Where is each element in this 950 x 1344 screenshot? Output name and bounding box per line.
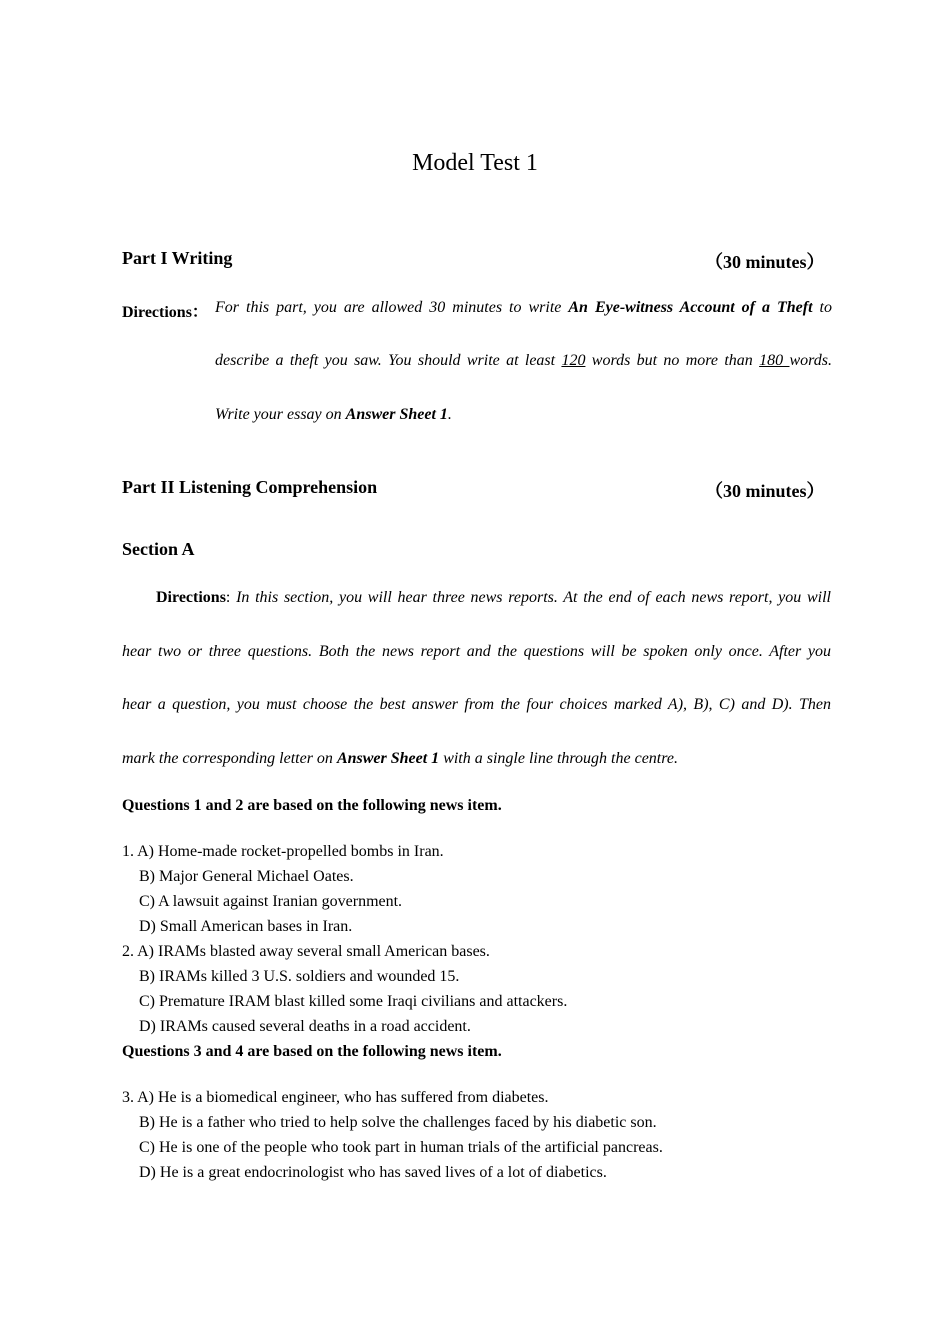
part1-line1-c: to [812,299,833,316]
part2-dir-line4-c: with a single line through the centre. [439,750,678,767]
q2-option-a: 2. A) IRAMs blasted away several small American bases. [122,943,490,960]
min-words: 120 [561,352,586,369]
max-words: 180 [759,352,790,369]
part2-heading: Part II Listening Comprehension [122,477,378,497]
q1-option-c: C) A lawsuit against Iranian government. [139,893,403,910]
section-a-heading: Section A [122,539,195,559]
part1-heading: Part I Writing [122,248,233,268]
q1-option-d: D) Small American bases in Iran. [139,918,353,935]
part1-time: （30 minutes） [705,252,825,272]
q3-option-a: 3. A) He is a biomedical engineer, who has suffered from diabetes. [122,1089,549,1106]
answer-sheet-ref-2: Answer Sheet 1 [336,750,440,767]
q3-option-d: D) He is a great endocrinologist who has saved lives of a lot of diabetics. [139,1164,607,1181]
part1-line3-c: . [447,406,452,423]
q3-option-b: B) He is a father who tried to help solve the challenges faced by his diabetic son. [139,1114,657,1131]
q1-option-a: 1. A) Home-made rocket-propelled bombs in Iran. [122,843,444,860]
part1-line3-a: Write your essay on [215,406,346,423]
part1-directions-line-1 [215,299,832,317]
q2-option-d: D) IRAMs caused several deaths in a road accident. [139,1018,471,1035]
part1-line1-a: For this part, you are allowed 30 minutes to write [215,299,569,316]
part2-dir-line1: In this section, you will hear three news reports. At the end of each news report, you will [236,589,831,606]
q2-option-b: B) IRAMs killed 3 U.S. soldiers and wounded 15. [139,968,460,985]
part2-time: （30 minutes） [705,481,825,501]
answer-sheet-ref: Answer Sheet 1 [345,406,448,423]
part1-directions-line-2 [215,352,832,370]
q2-option-c: C) Premature IRAM blast killed some Iraqi civilians and attackers. [139,993,568,1010]
part2-directions-line-1 [156,589,831,607]
question-group-1-heading: Questions 1 and 2 are based on the following news item. [122,797,502,814]
part2-directions-colon: : [225,589,237,606]
page-title: Model Test 1 [412,150,538,176]
part1-line2-c: words but no more than [585,352,760,369]
part1-line2-e: words. [789,352,833,369]
part1-directions-label: Directions： [122,304,208,321]
part1-line2-a: describe a theft you saw. You should write at least [215,352,562,369]
part2-directions-line-2: hear two or three questions. Both the news report and the questions will be spoken only once. After you [122,643,831,660]
part2-directions-line-4 [122,750,678,768]
part1-directions-line-3 [215,406,452,424]
q1-option-b: B) Major General Michael Oates. [139,868,354,885]
part2-directions-line-3: hear a question, you must choose the best answer from the four choices marked A), B), C) and D). Then [122,696,831,713]
question-group-2-heading: Questions 3 and 4 are based on the following news item. [122,1043,502,1060]
essay-title: An Eye-witness Account of a Theft [568,299,813,316]
part2-dir-line4-a: mark the corresponding letter on [122,750,337,767]
q3-option-c: C) He is one of the people who took part in human trials of the artificial pancreas. [139,1139,663,1156]
part2-directions-label: Directions [156,589,226,606]
